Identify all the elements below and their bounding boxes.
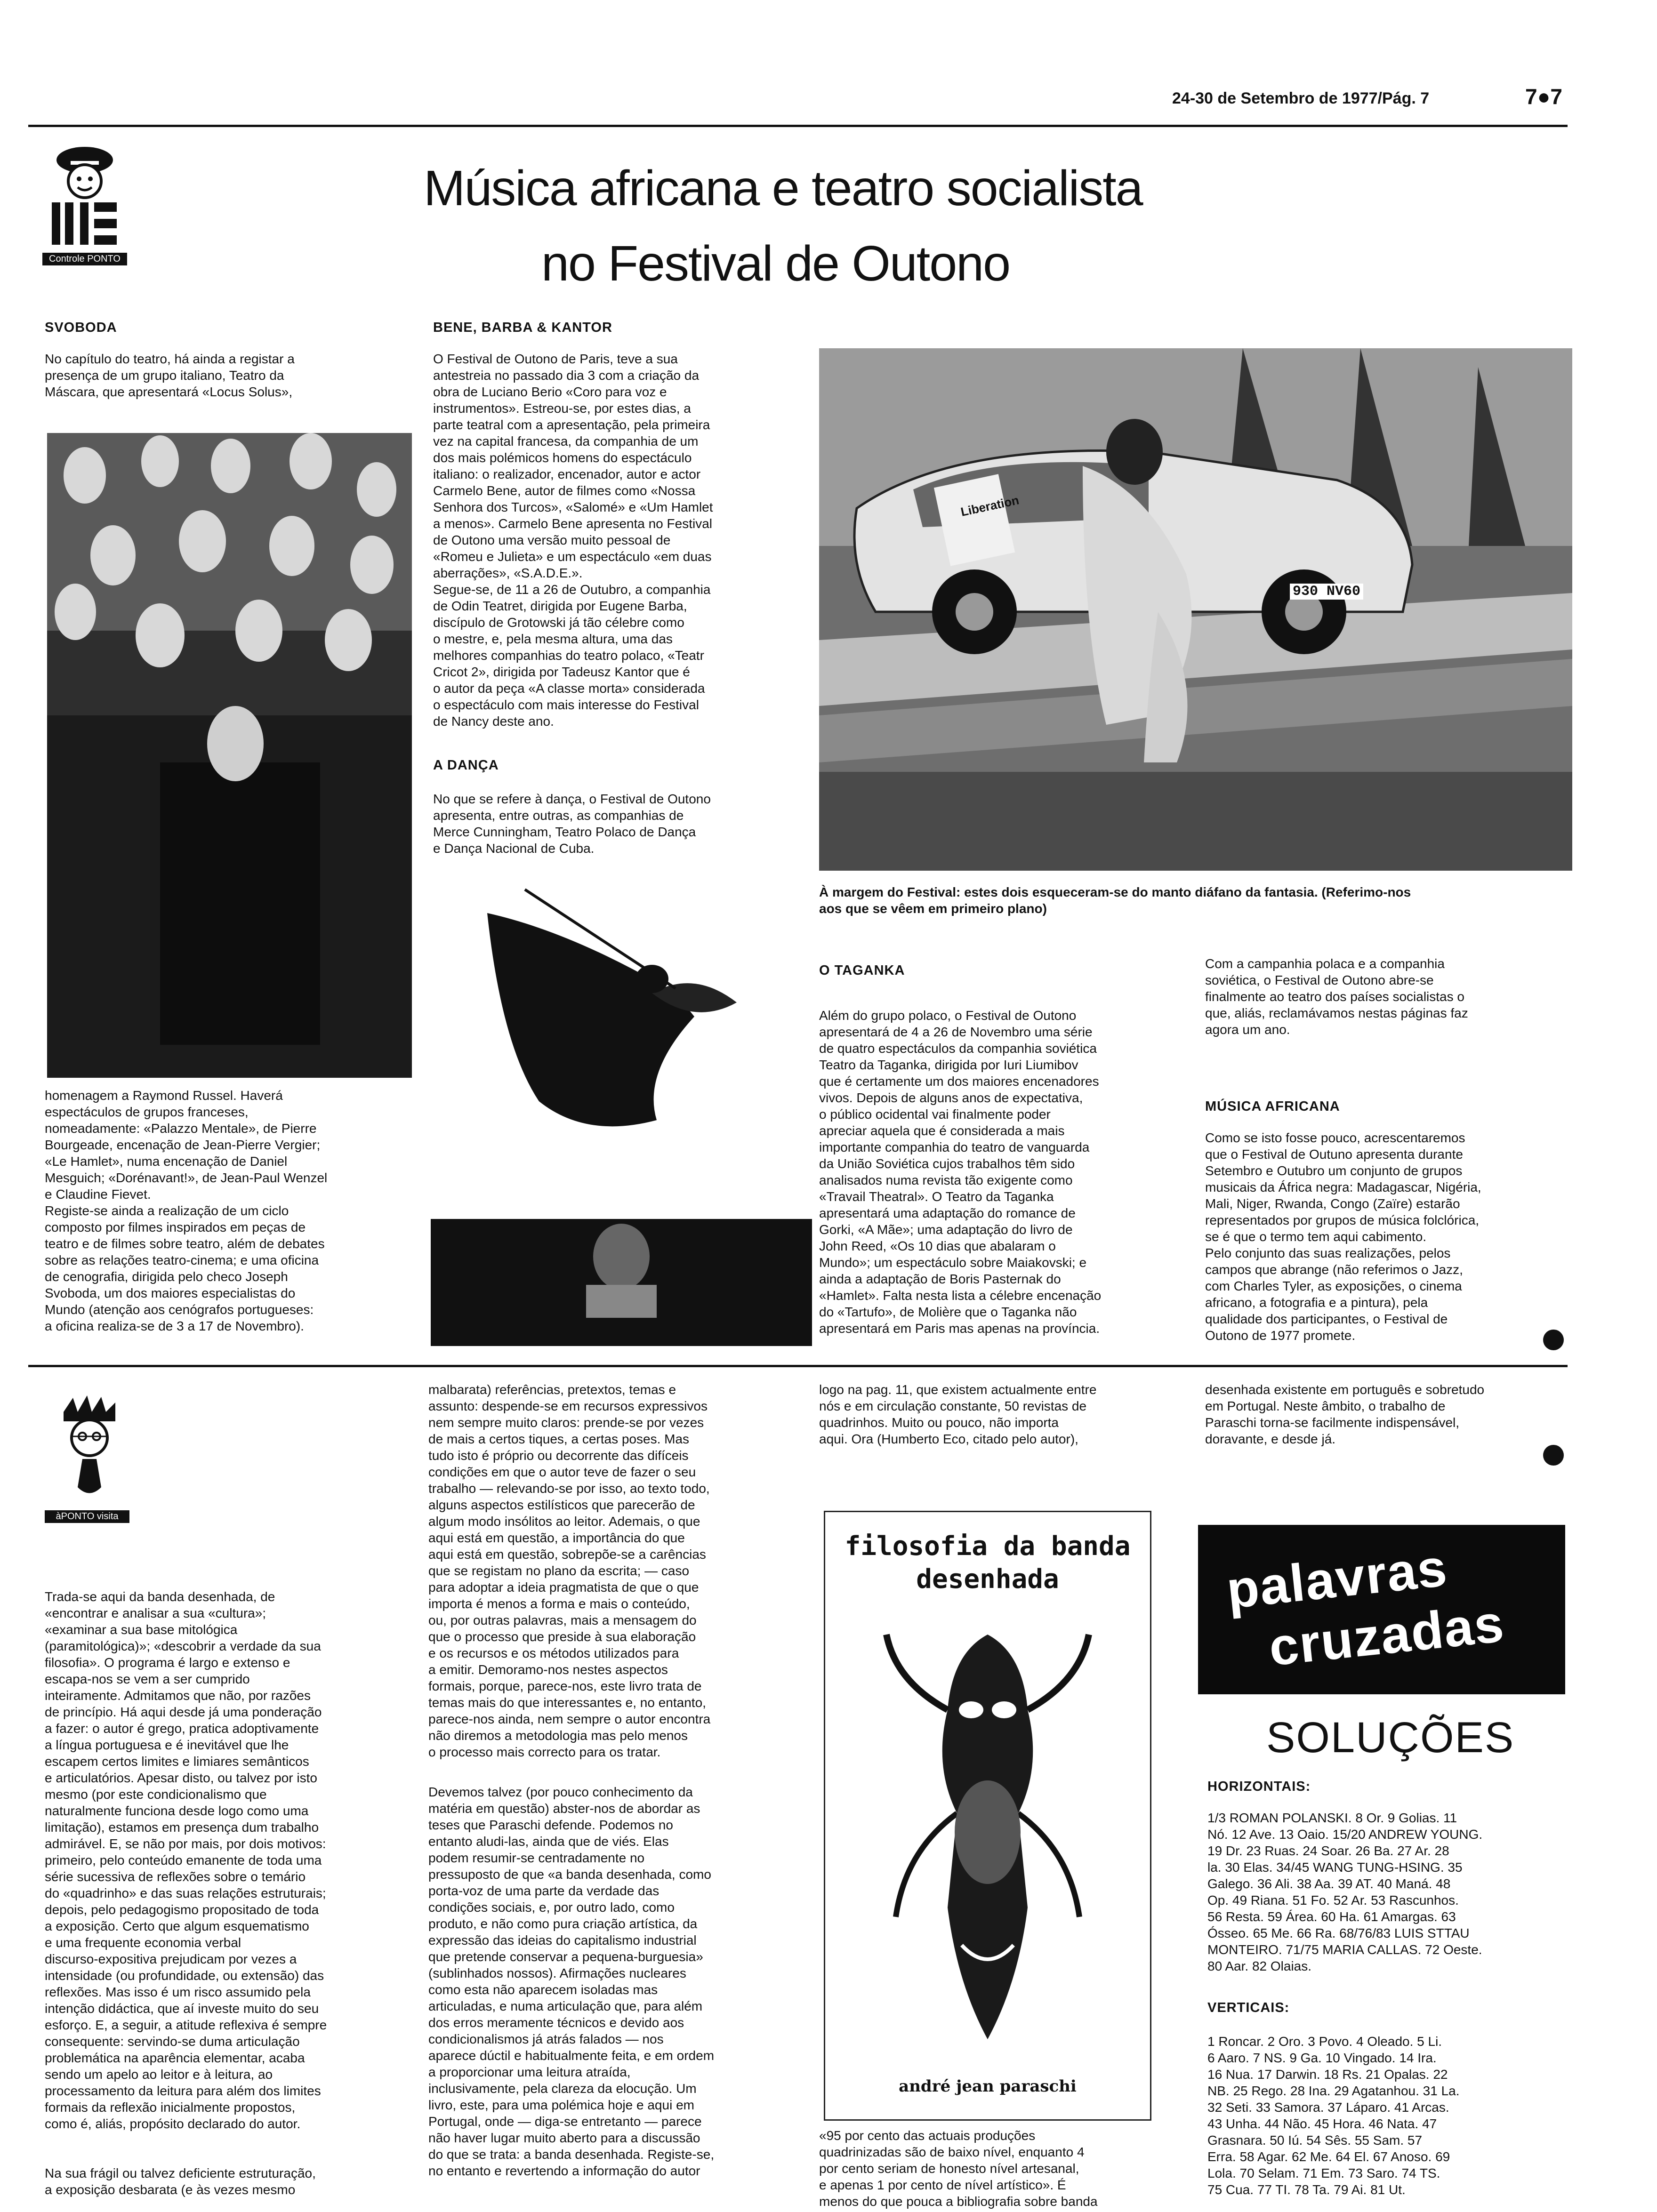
palavras-banner (1198, 1525, 1565, 1694)
masks-photo (47, 433, 412, 1078)
danca-body: No que se refere à dança, o Festival de Outono apresenta, entre outras, as companhias de Merce Cunningham, Teatro Polaco de Dança e Dança Nacional de Cuba. (433, 792, 711, 856)
solucoes-title: SOLUÇÕES (1266, 1714, 1515, 1762)
bene-body: O Festival de Outono de Paris, teve a sua antestreia no passado dia 3 com a criação da obra de Luciano Berio «Coro para voz e instrumentos». Estreou-se, por estes dias, a parte teatral com a apresentação, pela primeira vez na capital francesa, da companhia de um dos mais polémicos homens do espectáculo italiano: o realizador, encenador, autor e actor Carmelo Bene, autor de filmes como «Nossa Senhora dos Turcos», «Salomé» e «Um Hamlet a menos». Carmelo Bene apresenta no Festival de Outono uma versão muito pessoal de «Romeu e Julieta» e um espectáculo «em duas aberrações», «S.A.D.E.». Segue-se, de 11 a 26 de Outubro, a companhia de Odin Teatret, dirigida por Eugene Barba, discípulo de Grotowski já tão célebre como o mestre, e, pela mesma altura, uma das melhores companhias do teatro polaco, «Teatr Cricot 2», dirigida por Tadeusz Kantor que é o autor da peça «A classe morta» considerada o espectáculo com mais interesse do Festival de Nancy deste ano. (433, 352, 713, 729)
bene-heading: BENE, BARBA & KANTOR (433, 320, 612, 335)
banda-col2: malbarata) referências, pretextos, temas e assunto: despende-se em recursos expressivos nem sempre muito claros: prende-se por vezes de mais a certos tiques, a certas poses. Mas tudo isto é próprio ou decorrente das difíceis condições em que o autor teve de fazer o seu trabalho — relevando-se por isso, ao texto todo, alguns aspectos estilísticos que parecerão de algum modo insólitos ao leitor. Ademais, o que aqui está em questão, a importância do que aqui está em questão, sobrepõe-se a carências que se registam no plano da escrita; — caso para adoptar a ideia pragmatista de que o que importa é menos a forma e mais o conteúdo, ou, por outras palavras, mais a mensagem do que o processo que preside à sua elaboração e os recursos e os métodos utilizados para a emitir. Demoramo-nos nestes aspectos formais, porque, parece-nos, este livro trata de temas mais do que interessantes e, no entanto, parece-nos ainda, nem sempre o autor encontra não diremos a metodologia mas pelo menos o processo mais correcto para os tratar. (428, 1382, 711, 1759)
book-title-line1: filosofia da banda (845, 1531, 1131, 1562)
end-mark-icon-2 (1543, 1445, 1564, 1466)
horizontais-body: 1/3 ROMAN POLANSKI. 8 Or. 9 Golias. 11 Nó. 12 Ave. 13 Oaio. 15/20 ANDREW YOUNG. 19 Dr. 23 Ruas. 24 Soar. 26 Ba. 27 Ar. 28 la. 30 Elas. 34/45 WANG TUNG-HSING. 35 Galego. 36 Ali. 38 Aa. 39 AT. 40 Maná. 48 Op. 49 Riana. 51 Fo. 52 Ar. 53 Rascunhos. 56 Resta. 59 Área. 60 Ha. 61 Amargas. 63 Ósseo. 65 Me. 66 Ra. 68/76/83 LUIS STTAU MONTEIRO. 71/75 MARIA CALLAS. 72 Oeste. 80 Aar. 82 Olaias. (1207, 1811, 1483, 1973)
horizontais-heading: HORIZONTAIS: (1207, 1779, 1311, 1794)
aponto-label: àPONTO visita (45, 1510, 129, 1523)
banda-col4: desenhada existente em português e sobretudo em Portugal. Neste âmbito, o trabalho de Paraschi torna-se facilmente indispensável, doravante, e desde já. (1205, 1382, 1485, 1446)
book-cover (824, 1511, 1151, 2121)
banda-col3-tail: «95 por cento das actuais produções quadrinizadas são de baixo nível, enquanto 4 por cento seriam de honesto nível artesanal, e apenas 1 por cento de nível artístico». É menos do que pouca a bibliografia sobre banda (819, 2128, 1098, 2209)
banda-col1: Trada-se aqui da banda desenhada, de «encontrar e analisar a sua «cultura»; «examinar a sua base mitológica (paramitológica)»; «descobrir a verdade da sua filosofia». O programa é largo e extenso e escapa-nos se vem a ser cumprido inteiramente. Admitamos que não, por razões de princípio. Há aqui desde já uma ponderação a fazer: o autor é grego, pratica adoptivamente a língua portuguesa e é inevitável que lhe escapem certos limites e limiares semânticos e articulatórios. Apesar disto, ou talvez por isto mesmo (por este condicionalismo que naturalmente funciona desde logo como uma limitação), estamos em presença dum trabalho admirável. E, se não por mais, por dois motivos: primeiro, pelo conteúdo emanente de toda uma série sucessiva de reflexões sobre o temário do «quadrinho» e das suas relações estruturais; depois, pelo pedagogismo propositado de toda a exposição. Certo que algum esquematismo e uma frequente economia verbal discurso-expositiva prejudicam por vezes a intensidade (ou profundidade, ou extensão) das reflexões. Mas isso é um risco assumido pela intenção didáctica, que aí investe muito do seu esforço. E, a seguir, a atitude reflexiva é sempre consequente: servindo-se duma articulação problemática na aparência elementar, acaba sendo um apelo ao leitor e à leitura, ao processamento da leitura para além dos limites formais da reflexão inicialmente propostos, como é, aliás, propósito declarado do autor. (45, 1589, 327, 2131)
banda-col2b: Devemos talvez (por pouco conhecimento da matéria em questão) abster-nos de abordar as teses que Paraschi defende. Podemos no entanto aludi-las, ainda que de viés. Elas podem resumir-se centradamente no pressuposto de que «a banda desenhada, como porta-voz de uma parte da verdade das condições sociais, e, por outro lado, como produto, e não como pura criação artística, da expressão das ideias do capitalismo industrial que pretende conservar a pequena-burguesia» (sublinhados nossos). Afirmações nucleares como esta não aparecem isoladas mas articuladas, e numa articulação que, para além dos erros meramente técnicos e devido aos condicionalismos já atrás falados — nos aparece dúctil e habitualmente feita, e em ordem a proporcionar uma leitura atraída, inclusivamente, pela clareza da elocução. Um livro, este, para uma polémica hoje e aqui em Portugal, onde — diga-se entretanto — parece não haver lugar muito aberto para a discussão do que se trata: a banda desenhada. Registe-se, no entanto e revertendo a informação do autor (428, 1785, 715, 2178)
car-photo (819, 348, 1572, 871)
verticais-body: 1 Roncar. 2 Oro. 3 Povo. 4 Oleado. 5 Li. 6 Aaro. 7 NS. 9 Ga. 10 Vingado. 14 Ira. 16 Nua. 17 Darwin. 18 Rs. 21 Opalas. 22 NB. 25 Rego. 28 Ina. 29 Agatanhou. 31 La. 32 Seti. 33 Samora. 37 Láparo. 41 Arcas. 43 Unha. 44 Não. 45 Hora. 46 Nata. 47 Grasnara. 50 Iú. 54 Sês. 55 Sam. 57 Erra. 58 Agar. 62 Me. 64 El. 67 Anoso. 69 Lola. 70 Selam. 71 Em. 73 Saro. 74 TS. 75 Cua. 77 TI. 78 Ta. 79 Ai. 81 Ut. (1207, 2034, 1460, 2197)
verticais-heading: VERTICAIS: (1207, 2000, 1290, 2015)
palavras-banner-line1: palavras (1223, 1538, 1450, 1620)
page-mark: 7●7 (1525, 84, 1562, 109)
banda-col3: logo na pag. 11, que existem actualmente entre nós e em circulação constante, 50 revistas de quadrinhos. Muito ou pouco, não importa aqui. Ora (Humberto Eco, citado pelo autor), (819, 1382, 1097, 1446)
section-rule (28, 1365, 1568, 1367)
banda-col1-tail: Na sua frágil ou talvez deficiente estruturação, a exposição desbarata (e às vezes mesmo (45, 2166, 316, 2197)
taganka-heading: O TAGANKA (819, 963, 905, 978)
svoboda-heading: SVOBODA (45, 320, 117, 335)
header-rule (28, 125, 1568, 127)
book-author: andré jean paraschi (899, 2077, 1077, 2096)
book-illustration (877, 1616, 1098, 2058)
main-title-line2: no Festival de Outono (541, 236, 1010, 291)
danca-heading: A DANÇA (433, 758, 499, 773)
svoboda-intro: No capítulo do teatro, há ainda a registar a presença de um grupo italiano, Teatro da Máscara, que apresentará «Locus Solus», (45, 352, 295, 399)
plate-label: 930 NV60 (1290, 584, 1363, 600)
book-title-line2: desenhada (916, 1564, 1059, 1595)
dancer-photo (431, 875, 812, 1346)
svoboda-body: homenagem a Raymond Russel. Haverá espectáculos de grupos franceses, nomeadamente: «Palazzo Mentale», de Pierre Bourgeade, encenação de Jean-Pierre Vergier; «Le Hamlet», numa encenação de Daniel Mesguich; «Dorénavant!», de Jean-Paul Wenzel e Claudine Fievet. Registe-se ainda a realização de um ciclo composto por filmes inspirados em peças de teatro e de filmes sobre teatro, além de debates sobre as relações teatro-cinema; e uma oficina de cenografia, dirigida pelo checo Joseph Svoboda, um dos maiores especialistas do Mundo (atenção aos cenógrafos portugueses: a oficina realiza-se de 3 a 17 de Novembro). (45, 1088, 328, 1333)
photo-caption: À margem do Festival: estes dois esqueceram-se do manto diáfano da fantasia. (Referimo-nos aos que se vêem em primeiro plano) (819, 885, 1411, 916)
newspaper-label: Liberation (959, 493, 1021, 519)
end-mark-icon (1543, 1330, 1564, 1350)
polaca-body: Com a campanhia polaca e a companhia soviética, o Festival de Outono abre-se finalmente ao teatro dos países socialistas o que, aliás, reclamávamos nestas páginas faz agora um ano. (1205, 956, 1468, 1037)
controle-ponto-logo (42, 141, 137, 282)
palavras-banner-line2: cruzadas (1266, 1594, 1507, 1677)
main-title-line1: Música africana e teatro socialista (424, 160, 1142, 216)
aponto-logo (45, 1393, 139, 1525)
dateline: 24-30 de Setembro de 1977/Pág. 7 (1172, 89, 1430, 107)
africana-heading: MÚSICA AFRICANA (1205, 1099, 1340, 1114)
africana-body: Como se isto fosse pouco, acrescentaremos que o Festival de Outuno apresenta durante Setembro e Outubro um conjunto de grupos musicais da África negra: Madagascar, Nigéria, Mali, Niger, Rwanda, Congo (Zaïre) estarão representados por grupos de música folclórica, se é que o termo tem aqui cabimento. Pelo conjunto das suas realizações, pelos campos que abrange (não referimos o Jazz, com Charles Tyler, as exposições, o cinema africano, a fotografia e a pintura), pela qualidade dos participantes, o Festival de Outono de 1977 promete. (1205, 1130, 1481, 1343)
logo-label: Controle PONTO (42, 253, 127, 265)
taganka-body: Além do grupo polaco, o Festival de Outono apresentará de 4 a 26 de Novembro uma série de quatro espectáculos da companhia soviética Teatro da Taganka, dirigida por Iuri Liumibov que é certamente um dos maiores encenadores vivos. Depois de alguns anos de expectativa, o público ocidental vai finalmente poder apreciar aquela que é considerada a mais importante companhia do teatro de vanguarda da União Soviética cujos trabalhos têm sido analisados numa revista tão exigente como «Travail Theatral». O Teatro da Taganka apresentará uma adaptação do romance de Gorki, «A Mãe»; uma adaptação do livro de John Reed, «Os 10 dias que abalaram o Mundo»; um espectáculo sobre Maiakovski; e ainda a adaptação de Boris Pasternak do «Hamlet». Falta nesta lista a célebre encenação do «Tartufo», de Molière que o Taganka não apresentará em Paris mas apenas na província. (819, 1008, 1102, 1336)
